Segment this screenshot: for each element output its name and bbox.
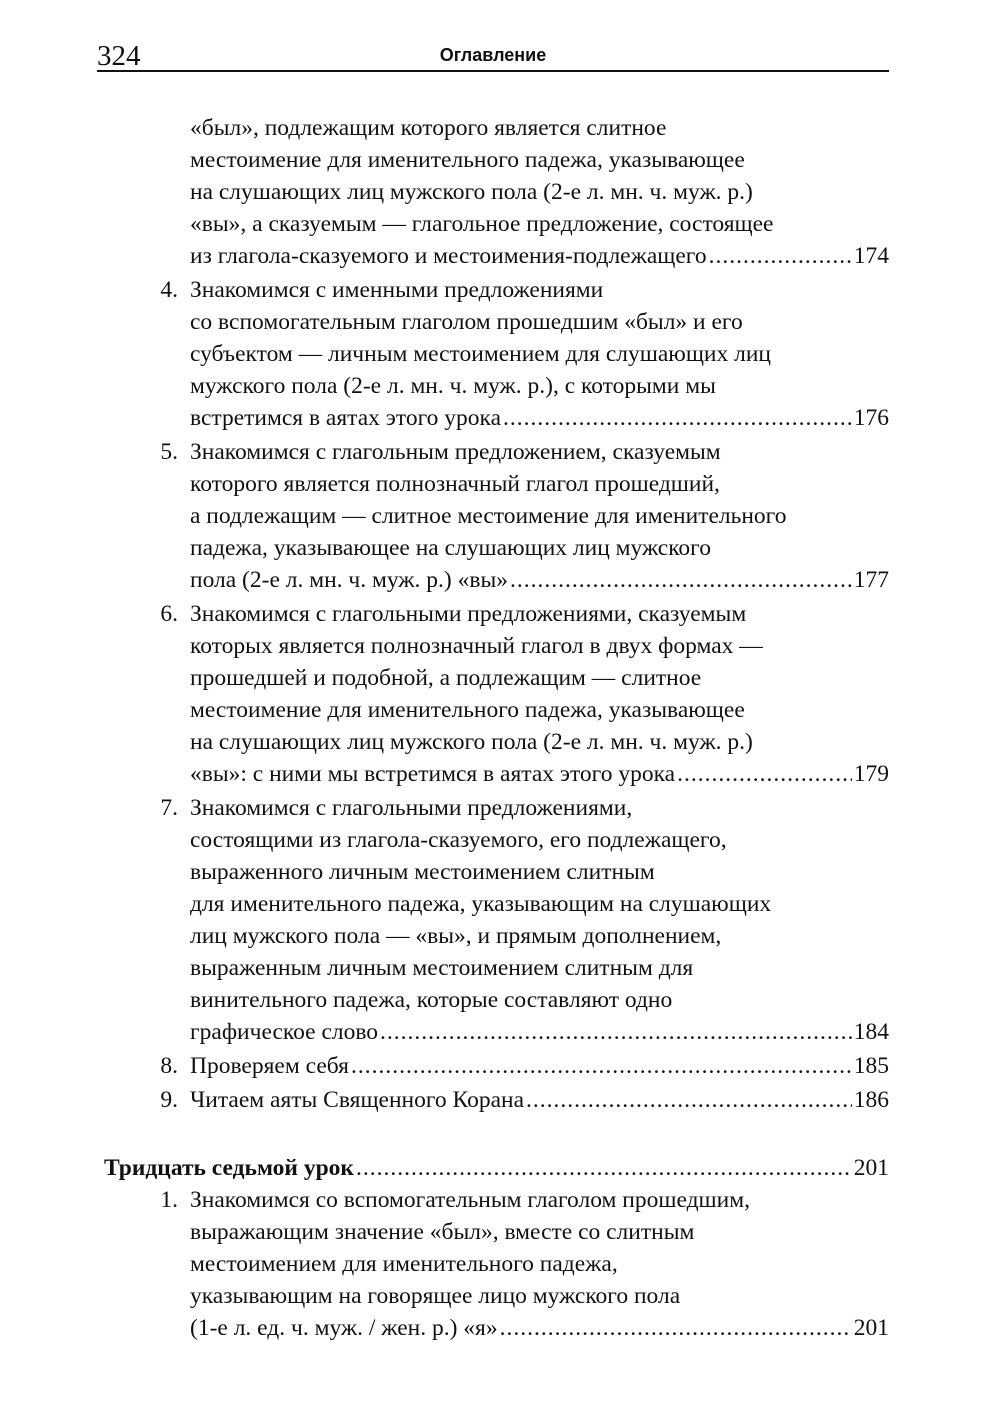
toc-line: «был», подлежащим которого является слитное: [190, 115, 667, 141]
toc-line: Знакомимся с глагольными предложениями, сказуемым: [190, 601, 747, 627]
toc-entry-last-line: [190, 1085, 889, 1115]
item-number: 9.: [160, 1087, 178, 1113]
toc-line: Знакомимся со вспомогательным глаголом прошедшим,: [190, 1187, 750, 1213]
item-number: 7.: [160, 795, 178, 821]
entry-text: из глагола-сказуемого и местоимения-подлежащего: [190, 243, 707, 269]
page-ref: 185: [853, 1053, 889, 1079]
dot-leader: [351, 1051, 852, 1081]
toc-line: местоимением для именительного падежа,: [190, 1251, 618, 1277]
lesson-title: Тридцать седьмой урок: [104, 1155, 354, 1181]
page-ref: 177: [853, 567, 889, 593]
page-number: 324: [97, 40, 141, 72]
dot-leader: [503, 403, 852, 433]
page-ref: 201: [853, 1315, 889, 1341]
toc-line: винительного падежа, которые составляют одно: [190, 987, 673, 1013]
entry-text: «вы»: с ними мы встретимся в аятах этого урока: [190, 761, 676, 787]
page-ref: 174: [853, 243, 889, 269]
toc-line: выраженным личным местоимением слитным для: [190, 955, 694, 981]
page-ref: 184: [853, 1019, 889, 1045]
item-number: 1.: [160, 1187, 178, 1213]
entry-text: встретимся в аятах этого урока: [190, 405, 501, 431]
page-ref: 201: [853, 1155, 889, 1181]
toc-line: Знакомимся с глагольными предложениями,: [190, 795, 633, 821]
item-number: 4.: [160, 277, 178, 303]
toc-line: лиц мужского пола — «вы», и прямым дополнением,: [190, 923, 722, 949]
toc-line: указывающим на говорящее лицо мужского пола: [190, 1283, 681, 1309]
dot-leader: [356, 1153, 852, 1183]
entry-text: Проверяем себя: [190, 1053, 349, 1079]
dot-leader: [500, 1313, 852, 1343]
page-ref: 176: [853, 405, 889, 431]
toc-line: состоящими из глагола-сказуемого, его подлежащего,: [190, 827, 727, 853]
entry-text: (1-е л. ед. ч. муж. / жен. р.) «я»: [190, 1315, 498, 1341]
entry-text: Читаем аяты Священного Корана: [190, 1087, 525, 1113]
dot-leader: [510, 565, 852, 595]
running-title: Оглавление: [439, 45, 547, 65]
toc-line: субъектом — личным местоимением для слушающих лиц: [190, 341, 772, 367]
item-number: 6.: [160, 601, 178, 627]
toc-line: выраженного личным местоимением слитным: [190, 859, 655, 885]
lesson-heading: [104, 1153, 889, 1183]
toc-line: местоимение для именительного падежа, указывающее: [190, 697, 745, 723]
toc-line: а подлежащим — слитное местоимение для именительного: [190, 503, 787, 529]
toc-line: выражающим значение «был», вместе со слитным: [190, 1219, 695, 1245]
toc-entry-last-line: [190, 759, 889, 789]
toc-entry-last-line: [190, 241, 889, 271]
page-ref: 179: [853, 761, 889, 787]
item-number: 5.: [160, 439, 178, 465]
toc-line: местоимение для именительного падежа, указывающее: [190, 147, 745, 173]
toc-entry-last-line: [190, 403, 889, 433]
toc-line: «вы», а сказуемым — глагольное предложение, состоящее: [190, 211, 774, 237]
dot-leader: [380, 1017, 852, 1047]
toc-entry-last-line: [190, 1017, 889, 1047]
toc-entry-last-line: [190, 1051, 889, 1081]
dot-leader: [677, 759, 852, 789]
entry-text: графическое слово: [190, 1019, 379, 1045]
dot-leader: [709, 241, 852, 271]
toc-line: Знакомимся с именными предложениями: [190, 277, 604, 303]
toc-line: прошедшей и подобной, а подлежащим — слитное: [190, 665, 702, 691]
toc-line: падежа, указывающее на слушающих лиц мужского: [190, 535, 711, 561]
toc-line: со вспомогательным глаголом прошедшим «был» и его: [190, 309, 743, 335]
entry-text: пола (2-е л. мн. ч. муж. р.) «вы»: [190, 567, 509, 593]
toc-entry-last-line: [190, 1313, 889, 1343]
toc-line: которых является полнозначный глагол в двух формах —: [190, 633, 763, 659]
toc-line: для именительного падежа, указывающим на слушающих: [190, 891, 772, 917]
page-ref: 186: [853, 1087, 889, 1113]
toc-line: на слушающих лиц мужского пола (2-е л. мн. ч. муж. р.): [190, 179, 753, 205]
toc-line: Знакомимся с глагольным предложением, сказуемым: [190, 439, 721, 465]
toc-line: которого является полнозначный глагол прошедший,: [190, 471, 720, 497]
toc-line: на слушающих лиц мужского пола (2-е л. мн. ч. муж. р.): [190, 729, 753, 755]
dot-leader: [526, 1085, 852, 1115]
toc-line: мужского пола (2-е л. мн. ч. муж. р.), с которыми мы: [190, 373, 716, 399]
item-number: 8.: [160, 1053, 178, 1079]
toc-entry-last-line: [190, 565, 889, 595]
